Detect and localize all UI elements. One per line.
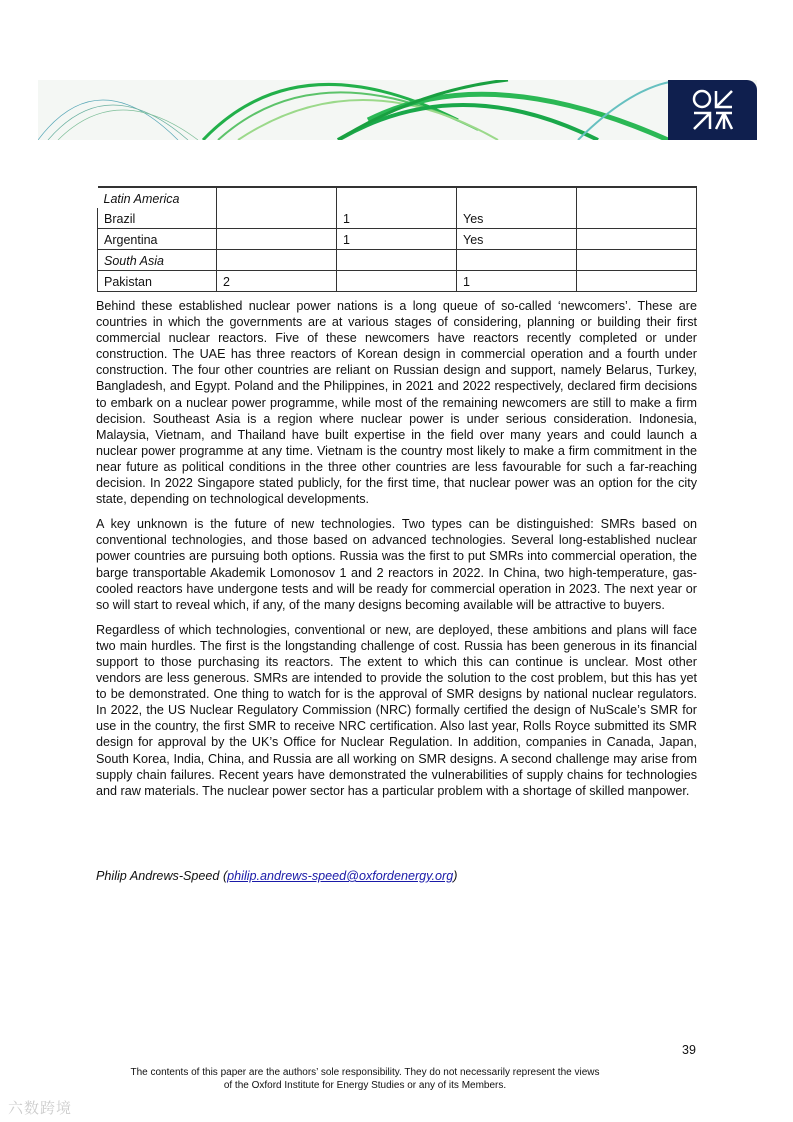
paragraph: A key unknown is the future of new technologies. Two types can be distinguished: SMRs based on conventional technologies, and those based on advanced technologies. Several long-established nuclear power countries are pursuing both options. Russia was the first to put SMRs into commercial operation, the barge transportable Akademik Lomonosov 1 and 2 reactors in 2022. In China, two high-temperature, gas-cooled reactors have undergone tests and will be ready for commercial operation in 2023. The next year or so will start to reveal which, if any, of the many designs becoming available will be attractive to buyers. [96, 517, 697, 612]
row-label-cell: South Asia [98, 250, 217, 271]
table-cell: 1 [457, 271, 577, 292]
paragraph: Regardless of which technologies, conventional or new, are deployed, these ambitions and plans will face two main hurdles. The first is the longstanding challenge of cost. Russia has been generous in its financial support to those purchasing its reactors. The extent to which this can continue is unclear. Most other vendors are less generous. SMRs are intended to provide the solution to the cost problem, but this has yet to be demonstrated. One thing to watch for is the approval of SMR designs by national nuclear regulators. In 2022, the US Nuclear Regulatory Commission (NRC) formally certified the design of NuScale’s SMR for use in the country, the first SMR to receive NRC certification. Also last year, Rolls Royce submitted its SMR design for approval by the UK’s Office for Nuclear Regulation. In addition, companies in Canada, Japan, South Korea, India, China, and Russia are all working on SMR designs. A second challenge may arise from supply chain failures. Recent years have demonstrated the vulnerabilities of supply chains for technologies and raw materials. The nuclear power sector has a particular problem with a shortage of skilled manpower. [96, 622, 697, 798]
table-cell [577, 271, 697, 292]
table-cell: 1 [337, 208, 457, 229]
table-cell [457, 187, 577, 208]
footer-line: of the Oxford Institute for Energy Studies or any of its Members. [223, 1079, 507, 1091]
author-signature [96, 869, 457, 883]
table-cell: 2 [217, 271, 337, 292]
table-row [98, 187, 697, 208]
table-row [98, 208, 697, 229]
table-row [98, 250, 697, 271]
table-cell [217, 187, 337, 208]
table-cell [337, 187, 457, 208]
watermark: 六数跨境 [8, 1100, 73, 1117]
table-cell [577, 229, 697, 250]
table-cell: 1 [337, 229, 457, 250]
table-cell [457, 250, 577, 271]
table-cell: Yes [457, 229, 577, 250]
signature-close: ) [453, 869, 458, 883]
row-label-cell: Brazil [98, 208, 217, 229]
header-banner [38, 80, 757, 140]
footer-line: The contents of this paper are the authors’ sole responsibility. They do not necessarily represent the views [130, 1067, 600, 1078]
author-name: Philip Andrews-Speed ( [96, 869, 228, 883]
table-row [98, 229, 697, 250]
reactor-table [97, 186, 697, 292]
table-cell [337, 250, 457, 271]
author-email-link[interactable]: philip.andrews-speed@oxfordenergy.org [227, 869, 454, 883]
paragraph: Behind these established nuclear power nations is a long queue of so-called ‘newcomers’. These are countries in which the governments are at various stages of considering, planning or building their first commercial nuclear reactors. Five of these newcomers have reactors recently completed or under construction. The UAE has three reactors of Korean design in commercial operation and a fourth under construction. The four other countries are reliant on Russian design and support, namely Belarus, Turkey, Bangladesh, and Egypt. Poland and the Philippines, in 2021 and 2022 respectively, declared firm decisions to embark on a nuclear power programme, while most of the remaining newcomers are still to make a firm decision. Southeast Asia is a region where nuclear power is under serious consideration. Indonesia, Malaysia, Vietnam, and Thailand have built expertise in the field over many years and could launch a nuclear power programme at any time. Vietnam is the country most likely to make a firm commitment in the near future as political conditions in the three other countries are less favourable for such a far-reaching decision. In 2022 Singapore stated publicly, for the first time, that nuclear power was an option for the city state, depending on technological developments. [96, 299, 697, 507]
table-cell [577, 187, 697, 208]
page-number: 39 [682, 1043, 696, 1057]
row-label-cell: Latin America [98, 187, 217, 208]
row-label-cell: Pakistan [98, 271, 217, 292]
table-cell [217, 250, 337, 271]
footer-disclaimer [100, 1067, 630, 1092]
body-text [96, 298, 697, 808]
table-cell [217, 208, 337, 229]
table-cell [577, 250, 697, 271]
table-row [98, 271, 697, 292]
table-cell [217, 229, 337, 250]
table-cell [337, 271, 457, 292]
table-cell [577, 208, 697, 229]
oies-logo [668, 80, 757, 140]
table-cell: Yes [457, 208, 577, 229]
row-label-cell: Argentina [98, 229, 217, 250]
